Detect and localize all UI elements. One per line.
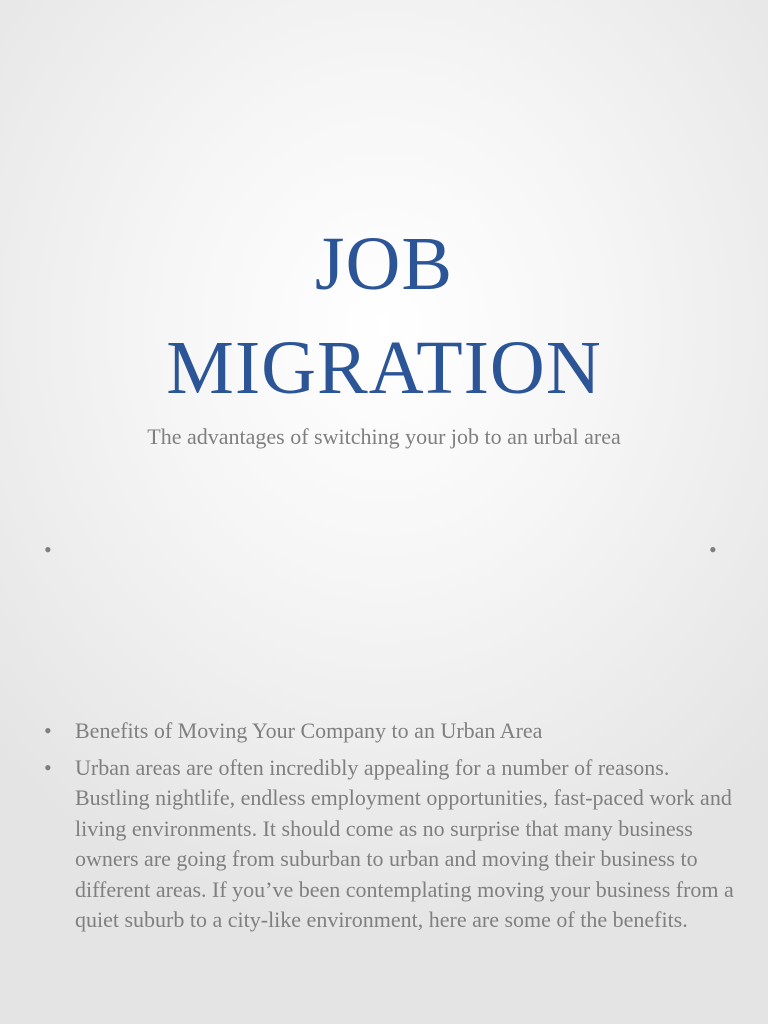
bullet-marker: •	[44, 754, 52, 780]
bullet-item-benefits-heading	[44, 716, 734, 747]
bullet-text: Benefits of Moving Your Company to an Urban Area	[75, 718, 543, 743]
slide-title	[0, 212, 768, 420]
bullet-marker: •	[44, 718, 52, 743]
bullet-item-urban-appeal	[44, 753, 734, 936]
bullet-list	[44, 716, 734, 942]
bullet-text: Urban areas are often incredibly appealing for a number of reasons. Bustling nightlife, endless employment opportunities, fast-paced work and living environments. It should come as no surprise that many business owners are going from suburban to urban and moving their business to different areas. If you’ve been contemplating moving your business from a quiet suburb to a city-like environment, here are some of the benefits.	[75, 754, 734, 932]
title-line-2: MIGRATION	[166, 326, 602, 410]
slide-subtitle: The advantages of switching your job to an urbal area	[147, 424, 621, 449]
empty-bullet-right: •	[709, 537, 717, 562]
empty-bullet-left: •	[44, 537, 52, 562]
title-line-1: JOB	[314, 222, 454, 306]
